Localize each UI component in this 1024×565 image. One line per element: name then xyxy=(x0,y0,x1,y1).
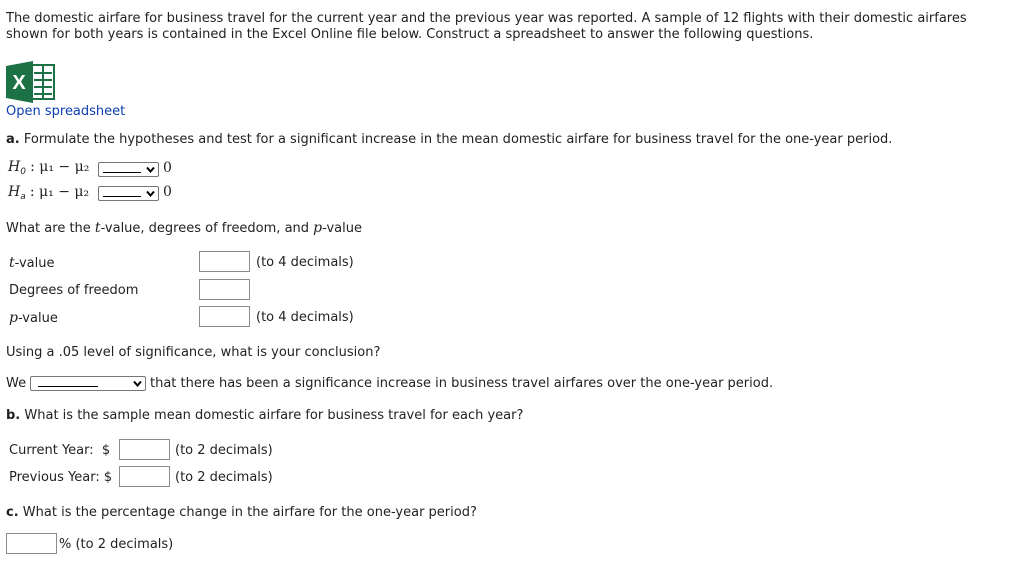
ha-operator-select[interactable] xyxy=(98,186,159,201)
degrees-of-freedom-input[interactable] xyxy=(199,279,250,300)
h0-operator-select[interactable] xyxy=(98,162,159,177)
percentage-change-suffix: % (to 2 decimals) xyxy=(59,537,174,552)
conclusion-suffix: that there has been a significance increase in business travel airfares over the one-year period. xyxy=(150,376,774,391)
part-a-label: a. xyxy=(6,132,20,147)
chevron-down-icon xyxy=(145,164,156,175)
conclusion-prompt: Using a .05 level of significance, what is your conclusion? xyxy=(6,345,381,360)
current-year-precision: (to 2 decimals) xyxy=(175,443,273,458)
excel-icon[interactable] xyxy=(6,61,56,103)
chevron-down-icon xyxy=(145,188,156,199)
chevron-down-icon xyxy=(132,378,143,389)
conclusion-select[interactable] xyxy=(30,376,146,391)
open-spreadsheet-link[interactable]: Open spreadsheet xyxy=(6,104,126,119)
part-c-text: What is the percentage change in the airfare for the one-year period? xyxy=(18,505,477,520)
intro-text: The domestic airfare for business travel for the current year and the previous year was reported. A sample of 12 flights with their domestic airfares shown for both years is contained in the Excel Online file below. Construct a spreadsheet to answer the following questions. xyxy=(6,11,967,42)
ha-label: $H_a$ : μ₁ − μ₂ xyxy=(8,184,90,202)
p-value-label: p-value xyxy=(9,310,58,326)
part-c-question xyxy=(6,505,477,520)
current-year-label: Current Year: $ xyxy=(9,443,111,458)
h0-value: 0 xyxy=(163,160,172,176)
t-value-label: t-value xyxy=(9,255,55,271)
we-label: We xyxy=(6,376,27,391)
ha-value: 0 xyxy=(163,184,172,200)
excel-icon-letter: X xyxy=(12,72,26,94)
part-b-question xyxy=(6,408,523,423)
degrees-of-freedom-label: Degrees of freedom xyxy=(9,283,139,298)
previous-year-precision: (to 2 decimals) xyxy=(175,470,273,485)
p-value-input[interactable] xyxy=(199,306,250,327)
t-value-input[interactable] xyxy=(199,251,250,272)
current-year-input[interactable] xyxy=(119,439,170,460)
previous-year-label: Previous Year: $ xyxy=(9,470,113,485)
part-a-question xyxy=(6,132,892,147)
p-value-precision: (to 4 decimals) xyxy=(256,310,354,325)
part-b-text: What is the sample mean domestic airfare for business travel for each year? xyxy=(20,408,524,423)
part-c-label: c. xyxy=(6,505,19,520)
percentage-change-input[interactable] xyxy=(6,533,57,554)
t-value-precision: (to 4 decimals) xyxy=(256,255,354,270)
part-a-text: Formulate the hypotheses and test for a significant increase in the mean domestic airfare for business travel for the one-year period. xyxy=(19,132,893,147)
tdf-prompt: What are the t-value, degrees of freedom, and p-value xyxy=(6,220,362,236)
part-b-label: b. xyxy=(6,408,21,423)
h0-label: $H_0$ : μ₁ − μ₂ xyxy=(8,159,90,177)
previous-year-input[interactable] xyxy=(119,466,170,487)
